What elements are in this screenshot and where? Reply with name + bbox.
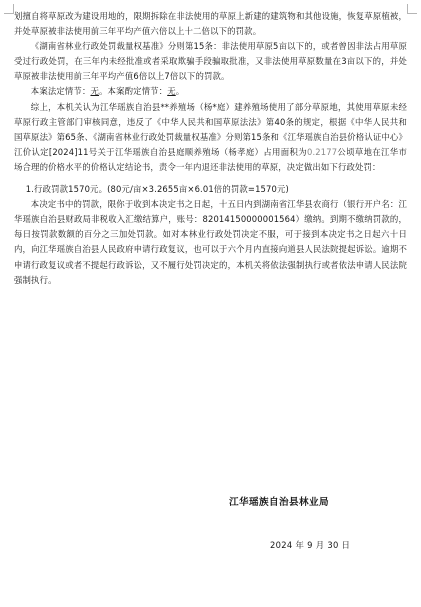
- document-date: 2024 年 9 月 30 日: [270, 540, 351, 550]
- paragraph-discretion-standard: 《湖南省林业行政处罚裁量权基准》分则第15条：非法使用草原5亩以下的，或者曾因非法占用草原受过行政处罚，在三年内未经批准或者采取欺骗手段骗取批准，又非法使用草原数量在3亩以下的，并处草原被非法使用前三年平均产值6倍以上7倍以下的罚款。: [14, 41, 407, 82]
- issuing-authority-signature: 江华瑶族自治县林业局: [229, 497, 329, 508]
- page-corner-mark-right: [407, 4, 417, 14]
- paragraph-conclusion: [14, 100, 407, 175]
- paragraph-penalty-clause: 划擅自将草原改为建设用地的，限期拆除在非法使用的草原上新建的建筑物和其他设施，恢复草原植被，并处草原被非法使用前三年平均产值六倍以上十二倍以下的罚款。: [14, 11, 407, 37]
- circumstances-mid: 。本案酌定情节：: [99, 86, 168, 97]
- paragraph-payment-and-appeal: 本决定书中的罚款，限你于收到本决定书之日起，十五日内到湖南省江华县农商行（银行开户名：江华瑶族自治县财政局非税收入汇缴结算户，账号：82014150000001564）缴纳。到期不缴纳罚款的，每日按罚款数额的百分之三加处罚款。如对本林业行政处罚决定不服，可于接到本决定书之日起六十日内，向江华瑶族自治县人民政府申请行政复议，也可以于六个月内直接向道县人民法院提起诉讼。逾期不申请行政复议或者不提起行政诉讼，又不履行处罚决定的，本机关将依法强制执行或者依法申请人民法院强制执行。: [14, 199, 407, 285]
- statutory-circumstance-value: 无: [90, 86, 100, 97]
- penalty-item-1: 1.行政罚款1570元。(80元/亩×3.2655亩×6.01倍的罚款=1570元): [25, 184, 289, 195]
- paragraph-circumstances: [14, 84, 407, 99]
- document-body: [14, 9, 407, 288]
- discretionary-circumstance-value: 无: [167, 86, 176, 97]
- circumstances-label: 本案法定情节：: [30, 86, 91, 97]
- page-corner-mark-left: [4, 4, 14, 14]
- paragraph-gap: [14, 175, 407, 182]
- conclusion-text-b: 公顷草地在江华市场合理的价格水平的价格认定结论书，责令一年内退还非法使用的草原，决定做出如下行政处罚：: [14, 146, 407, 172]
- conclusion-text-a: 综上，本机关认为江华瑶族自治县**养殖场（杨*庭）建养殖场使用了部分草原地，其使用草原未经草原行政主管部门审核同意，违反了《中华人民共和国草原法法》第40条的规定，根据《中华人民共和国草原法》第65条、《湖南省林业行政处罚裁量权基准》分则第15条和《江华瑶族自治县价格认证中心》江价认定[2024]11号关于江华瑶族自治县庭顺养殖场（杨孝庭）占用面积为: [14, 101, 407, 157]
- occupied-area-value: 0.2177: [306, 146, 338, 157]
- circumstances-end: 。: [175, 86, 185, 97]
